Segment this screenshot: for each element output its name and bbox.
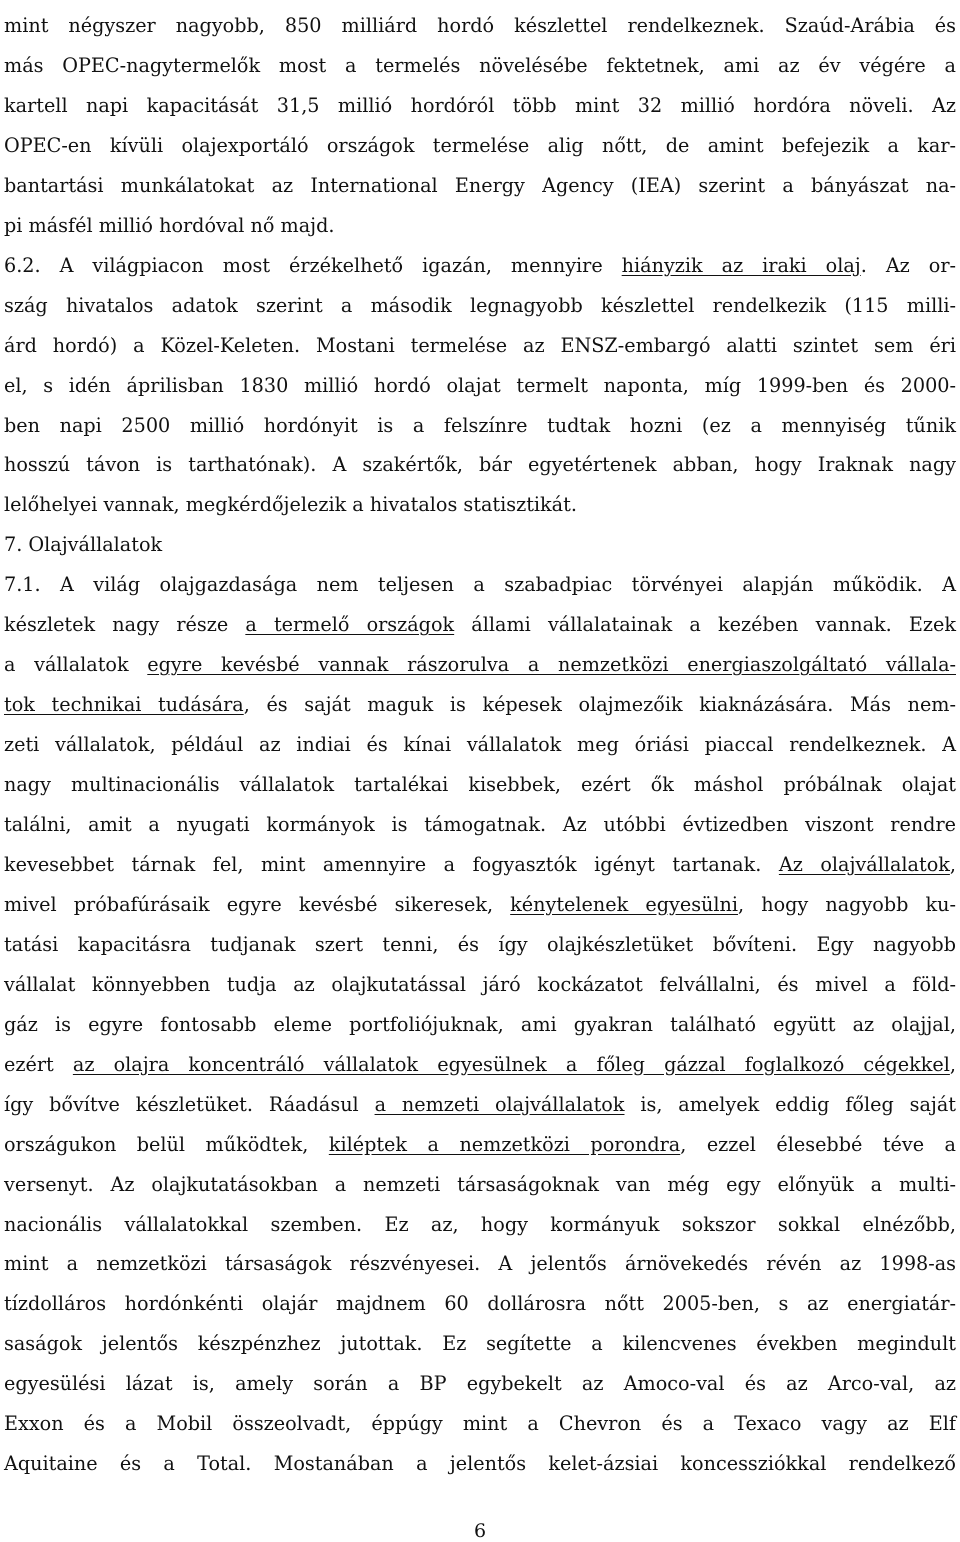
text-span: , xyxy=(949,1052,956,1076)
text-line xyxy=(4,406,956,446)
text-line xyxy=(4,565,956,605)
text-line xyxy=(4,326,956,366)
text-line xyxy=(4,1205,956,1245)
underlined-text: tok technikai tudására xyxy=(4,693,244,717)
underlined-text: az olajra koncentráló vállalatok egyesülnek a főleg gázzal foglalkozó cégekkel xyxy=(72,1052,950,1076)
text-span: . Az or- xyxy=(860,253,956,277)
underlined-text: kénytelenek egyesülni xyxy=(510,892,739,916)
text-line xyxy=(4,645,956,685)
text-span: mint négyszer nagyobb, 850 milliárd hordó készlettel rendelkeznek. Szaúd-Arábia és xyxy=(4,14,956,37)
text-line xyxy=(4,925,956,965)
text-span: is, amelyek eddig főleg saját xyxy=(624,1092,956,1116)
text-span: lelőhelyei vannak, megkérdőjelezik a hivatalos statisztikát. xyxy=(4,493,577,517)
text-line xyxy=(4,126,956,166)
text-span: kartell napi kapacitását 31,5 millió hordóról több mint 32 millió hordóra növeli. Az xyxy=(4,93,956,117)
text-span: el, s idén áprilisban 1830 millió hordó olajat termelt naponta, míg 1999-ben és 2000- xyxy=(4,373,956,397)
text-span: , és saját maguk is képesek olajmezőik kiaknázására. Más nem- xyxy=(243,693,956,717)
text-line xyxy=(4,46,956,86)
text-span: nacionális vállalatokkal szemben. Ez az, hogy kormányuk sokszor sokkal elnézőbb, xyxy=(4,1212,956,1236)
text-span: így bővítve készletüket. Ráadásul xyxy=(4,1092,375,1116)
page-number: 6 xyxy=(473,1520,487,1542)
text-line xyxy=(4,605,956,645)
underlined-text: a nemzeti olajvállalatok xyxy=(374,1092,625,1116)
text-line xyxy=(4,1444,956,1484)
text-span: egyesülési lázat is, amely során a BP egybekelt az Amoco-val és az Arco-val, az xyxy=(4,1372,956,1396)
text-span: ben napi 2500 millió hordónyit is a felszínre tudtak hozni (ez a mennyiség tűnik xyxy=(4,413,956,437)
text-span: vállalat könnyebben tudja az olajkutatással járó kockázatot felvállalni, és mivel a föld- xyxy=(4,972,956,996)
underlined-text: egyre kevésbé vannak rászorulva a nemzetközi energiaszolgáltató vállala- xyxy=(147,653,956,677)
text-span: hosszú távon is tarthatónak). A szakértők, bár egyetértenek abban, hogy Iraknak nagy xyxy=(4,453,956,477)
text-span: más OPEC-nagytermelők most a termelés növelésébe fektetnek, ami az év végére a xyxy=(4,53,956,77)
text-span: állami vállalatainak a kezében vannak. Ezek xyxy=(454,613,956,637)
text-line xyxy=(4,1324,956,1364)
text-span: 6.2. A világpiacon most érzékelhető igazán, mennyire xyxy=(4,253,622,277)
text-line xyxy=(4,286,956,326)
text-span: pi másfél millió hordóval nő majd. xyxy=(4,213,335,237)
text-line xyxy=(4,6,956,46)
text-line xyxy=(4,765,956,805)
text-span: , ezzel élesebbé téve a xyxy=(680,1132,956,1156)
text-line xyxy=(4,366,956,406)
text-span: , xyxy=(949,852,956,876)
text-line xyxy=(4,1045,956,1085)
text-span: gáz is egyre fontosabb eleme portfoliójuknak, ami gyakran található együtt az olajjal, xyxy=(4,1012,956,1036)
text-line xyxy=(4,1244,956,1284)
text-span: országukon belül működtek, xyxy=(4,1132,329,1156)
text-line xyxy=(4,246,956,286)
text-span: versenyt. Az olajkutatásokban a nemzeti társaságoknak van még egy előnyük a multi- xyxy=(4,1172,956,1196)
text-line xyxy=(4,1005,956,1045)
underlined-text: hiányzik az iraki olaj xyxy=(621,253,861,277)
text-span: Aquitaine és a Total. Mostanában a jelentős kelet-ázsiai koncessziókkal rendelkező xyxy=(4,1452,956,1476)
text-span: mint a nemzetközi társaságok részvényesei. A jelentős árnövekedés révén az 1998-as xyxy=(4,1252,956,1276)
text-span: készletek nagy része xyxy=(4,613,246,637)
text-line xyxy=(4,485,956,525)
underlined-text: Az olajvállalatok xyxy=(778,852,950,876)
text-line xyxy=(4,1085,956,1125)
text-line xyxy=(4,525,956,565)
text-span: tízdolláros hordónkénti olajár majdnem 60 dollárosra nőtt 2005-ben, s az energiatár- xyxy=(4,1292,956,1316)
text-line xyxy=(4,885,956,925)
text-span: OPEC-en kívüli olajexportáló országok termelése alig nőtt, de amint befejezik a kar- xyxy=(4,133,956,157)
text-line xyxy=(4,1284,956,1324)
text-line xyxy=(4,1125,956,1165)
text-line xyxy=(4,206,956,246)
text-line xyxy=(4,1364,956,1404)
text-line xyxy=(4,725,956,765)
text-line xyxy=(4,1165,956,1205)
text-span: nagy multinacionális vállalatok tartalékai kisebbek, ezért ők máshol próbálnak olajat xyxy=(4,773,956,797)
text-span: kevesebbet tárnak fel, mint amennyire a fogyasztók igényt tartanak. xyxy=(4,852,779,876)
text-span: a vállalatok xyxy=(4,653,148,677)
text-line xyxy=(4,445,956,485)
text-span: árd hordó) a Közel-Keleten. Mostani termelése az ENSZ-embargó alatti szintet sem éri xyxy=(4,333,956,357)
text-line xyxy=(4,685,956,725)
text-span: zeti vállalatok, például az indiai és kínai vállalatok meg óriási piaccal rendelkeznek. A xyxy=(4,733,956,757)
text-span: mivel próbafúrásaik egyre kevésbé sikeresek, xyxy=(4,892,511,916)
text-line xyxy=(4,845,956,885)
text-line xyxy=(4,1404,956,1444)
text-span: , hogy nagyobb ku- xyxy=(738,892,957,916)
text-line xyxy=(4,86,956,126)
text-span: bantartási munkálatokat az International Energy Agency (IEA) szerint a bányászat na- xyxy=(4,173,956,197)
text-span: szág hivatalos adatok szerint a második legnagyobb készlettel rendelkezik (115 milli- xyxy=(4,293,956,317)
underlined-text: a termelő országok xyxy=(245,613,455,637)
underlined-text: kiléptek a nemzetközi porondra xyxy=(328,1132,681,1156)
text-span: találni, amit a nyugati kormányok is támogatnak. Az utóbbi évtizedben viszont rendre xyxy=(4,813,956,836)
text-span: tatási kapacitásra tudjanak szert tenni, és így olajkészletüket bővíteni. Egy nagyobb xyxy=(4,932,956,956)
text-line xyxy=(4,805,956,845)
text-span: ezért xyxy=(4,1052,73,1076)
text-span: saságok jelentős készpénzhez jutottak. Ez segítette a kilencvenes években megindult xyxy=(4,1332,956,1356)
text-span: 7.1. A világ olajgazdasága nem teljesen a szabadpiac törvényei alapján működik. A xyxy=(4,573,956,597)
text-span: Exxon és a Mobil összeolvadt, éppúgy mint a Chevron és a Texaco vagy az Elf xyxy=(4,1412,956,1436)
text-span: 7. Olajvállalatok xyxy=(4,533,163,557)
text-line xyxy=(4,166,956,206)
text-line xyxy=(4,965,956,1005)
